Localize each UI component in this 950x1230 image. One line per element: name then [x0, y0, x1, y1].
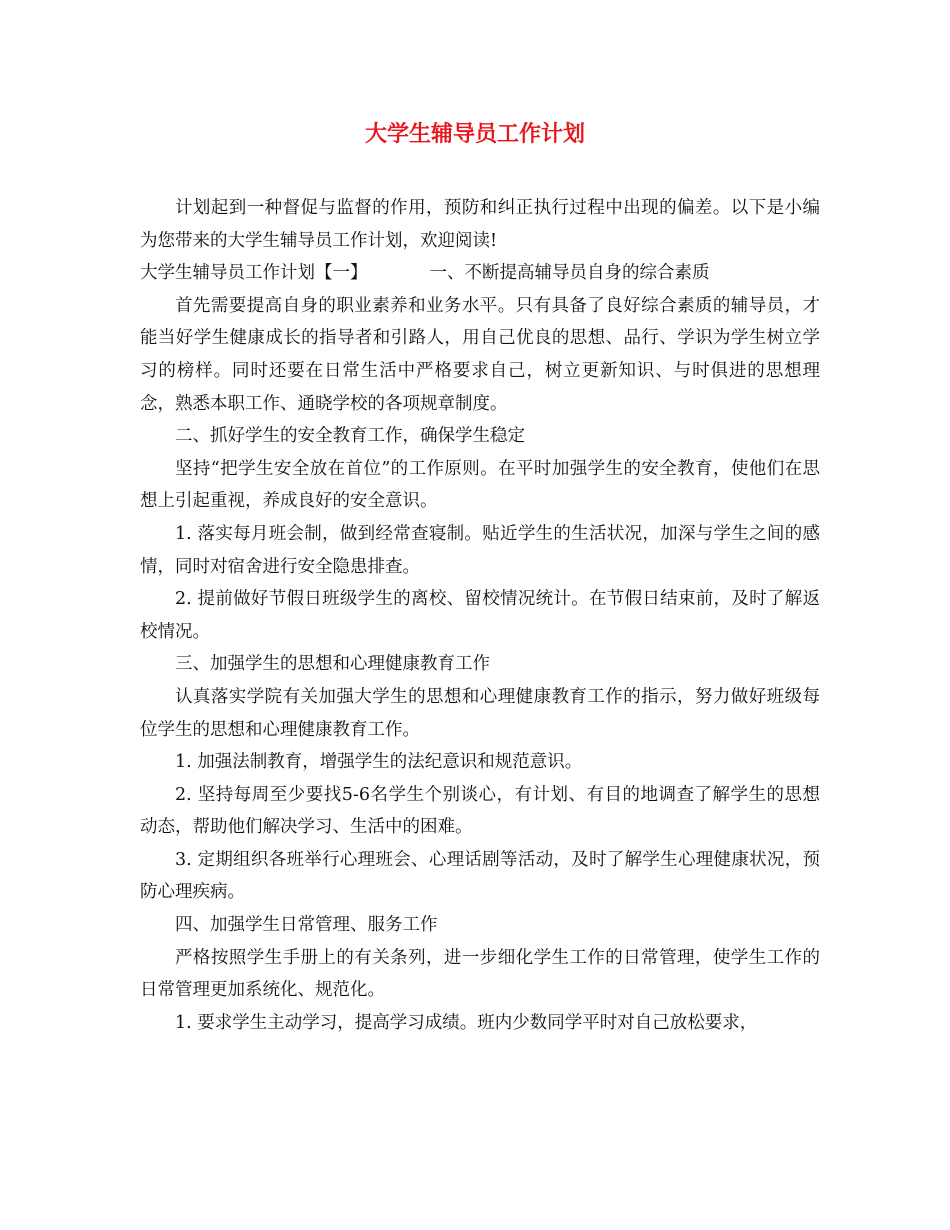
- section-two-heading: 二、抓好学生的安全教育工作，确保学生稳定: [175, 426, 525, 447]
- list-item-2-1: 1. 落实每月班会制，做到经常查寝制。贴近学生的生活状况，加深与学生之间的感情，同时对宿舍进行安全隐患排查。: [140, 523, 820, 577]
- list-item-2-2: 2. 提前做好节假日班级学生的离校、留校情况统计。在节假日结束前，及时了解返校情况。: [140, 589, 820, 642]
- list-item-4-1: 1. 要求学生主动学习，提高学习成绩。班内少数同学平时对自己放松要求，: [175, 1012, 758, 1033]
- paragraph-section-two-body: 坚持“把学生安全放在首位”的工作原则。在平时加强学生的安全教育，使他们在思想上引起重视，养成良好的安全意识。: [140, 458, 820, 512]
- paragraph-section-one-body: 首先需要提高自身的职业素养和业务水平。只有具备了良好综合素质的辅导员，才能当好学生健康成长的指导者和引路人，用自己优良的思想、品行、学识为学生树立学习的榜样。同时还要在日常生活中严格要求自己，树立更新知识、与时俱进的思想理念，熟悉本职工作、通晓学校的各项规章制度。: [140, 295, 820, 414]
- paragraph-section-three-body: 认真落实学院有关加强大学生的思想和心理健康教育工作的指示，努力做好班级每位学生的思想和心理健康教育工作。: [140, 686, 820, 740]
- list-item-3-3: 3. 定期组织各班举行心理班会、心理话剧等活动，及时了解学生心理健康状况，预防心理疾病。: [140, 849, 820, 903]
- list-item-3-1: 1. 加强法制教育，增强学生的法纪意识和规范意识。: [175, 752, 583, 773]
- document-title: 大学生辅导员工作计划: [364, 122, 585, 147]
- section-three-heading: 三、加强学生的思想和心理健康教育工作: [175, 654, 490, 675]
- paragraph-section-four-body: 严格按照学生手册上的有关条列，进一步细化学生工作的日常管理，使学生工作的日常管理更加系统化、规范化。: [140, 947, 820, 1001]
- list-item-3-2: 2. 坚持每周至少要找5-6名学生个别谈心，有计划、有目的地调查了解学生的思想动态，帮助他们解决学习、生活中的困难。: [140, 784, 820, 838]
- document-body: [140, 192, 820, 1039]
- section-heading-line: [140, 257, 820, 290]
- section-four-heading: 四、加强学生日常管理、服务工作: [175, 915, 438, 936]
- intro-paragraph: 计划起到一种督促与监督的作用，预防和纠正执行过程中出现的偏差。以下是小编为您带来的大学生辅导员工作计划，欢迎阅读!: [140, 198, 820, 251]
- section-one-heading: 一、不断提高辅导员自身的综合素质: [429, 263, 710, 284]
- plan-part-label: 大学生辅导员工作计划【一】: [140, 263, 368, 284]
